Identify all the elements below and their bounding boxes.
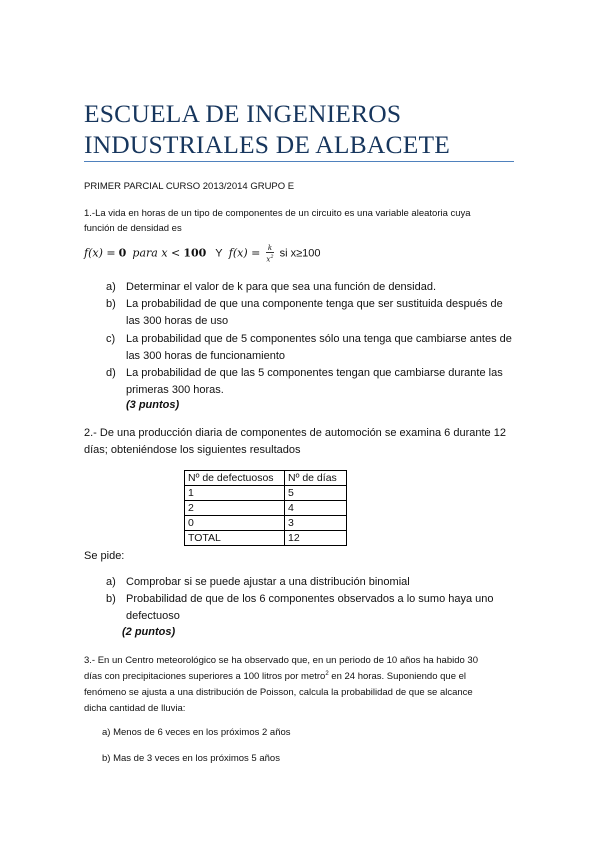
title-line-1: ESCUELA DE INGENIEROS: [84, 99, 402, 128]
table-cell: TOTAL: [185, 531, 285, 546]
fraction-denominator: $x^2$: [266, 254, 274, 264]
table-cell: 4: [285, 501, 347, 516]
q1-intro-line-1: 1.-La vida en horas de un tipo de componentes de un circuito es una variable aleatoria cuya: [84, 208, 471, 219]
table-row: [185, 486, 347, 501]
table-cell: 0: [185, 516, 285, 531]
formula-lhs-1: f(x) =: [84, 246, 116, 260]
q3-line-1: 3.- En un Centro meteorológico se ha observado que, en un periodo de 10 años ha habido 30: [84, 655, 479, 666]
q3-item-b: b) Mas de 3 veces en los próximos 5 años: [102, 753, 280, 764]
q1-intro-line-2: función de densidad es: [84, 223, 182, 234]
q2-intro-line-1: 2.- De una producción diaria de componentes de automoción se examina 6 durante 12: [84, 427, 506, 439]
defects-table: [184, 470, 347, 546]
formula-condition-2: si x≥100: [279, 247, 321, 260]
q2-intro-line-2: días; obteniéndose los siguientes resultados: [84, 444, 301, 456]
exam-page: ESCUELA DE INGENIEROS INDUSTRIALES DE ALBACETE PRIMER PARCIAL CURSO 2013/2014 GRUPO E 1.-La vida en horas de un tipo de componentes de un circuito es una variable aleatoria cuya función de densidad es f(x) = 0 para x < 100 Y f(x) = $\frac{k}{x^2}$ si x≥100 a) Determinar el valor de k para que sea una función de densidad. b) La probabilidad de que una componente tenga que ser sustituida después de las 300 horas de uso c) La probabilidad que de 5 componentes sólo una tenga que cambiarse antes de las 300 horas de funcionamiento d) La probabilidad de que las 5 componentes tengan que cambiarse durante las primeras 300 horas. (3 puntos) 2.- De una producción diaria de componentes de automoción se examina 6 durante 12 días; obteniéndose los siguientes resultados Nº de defectuosos Nº de días 1 5 2 4 0 3 TOTAL 12 Se pide: a) Comprobar si se puede ajustar a una distribución binomial b) Probabilidad de que de los 6 componentes observados a lo sumo haya uno defectuoso (2 puntos) 3.- En un Centro meteorológico se ha observado que, en un periodo de 10 años ha habido 30 días con precipitaciones superiores a 100 litros por metro$^2$ en 24 horas. Suponiendo que el fenómeno se ajusta a una distribución de Poisson, calcula la probabilidad de que se alcance dicha cantidad de lluvia: a) Menos de 6 veces en los próximos 2 años b) Mas de 3 veces en los próximos 5 años: [0, 0, 600, 848]
formula-lhs-2: f(x) =: [228, 246, 261, 260]
page-title: [84, 98, 524, 160]
table-row: [185, 501, 347, 516]
title-line-2: INDUSTRIALES DE ALBACETE: [84, 130, 451, 159]
q2-sepide: Se pide:: [84, 550, 125, 562]
formula-condition-1: para x <: [132, 246, 181, 260]
table-cell: 2: [185, 501, 285, 516]
title-divider: [84, 161, 514, 162]
density-formula: [84, 244, 320, 268]
formula-hundred: 100: [183, 246, 207, 260]
table-header: Nº de días: [285, 471, 347, 486]
table-cell: 1: [185, 486, 285, 501]
fraction-numerator: k: [267, 244, 273, 252]
q2-points: (2 puntos): [122, 626, 176, 638]
formula-zero: 0: [118, 246, 127, 260]
table-row: [185, 516, 347, 531]
q1-points: (3 puntos): [126, 399, 180, 411]
q3-item-a: a) Menos de 6 veces en los próximos 2 años: [102, 727, 291, 738]
q3-line-4: dicha cantidad de lluvia:: [84, 703, 186, 714]
exam-info: PRIMER PARCIAL CURSO 2013/2014 GRUPO E: [84, 181, 295, 192]
q3-line-3: fenómeno se ajusta a una distribución de Poisson, calcula la probabilidad de que se alcance: [84, 687, 473, 698]
formula-conjunction: Y: [215, 247, 223, 260]
table-cell: 5: [285, 486, 347, 501]
table-row: [185, 531, 347, 546]
table-header-row: [185, 471, 347, 486]
table-cell: 3: [285, 516, 347, 531]
q3-line-2: días con precipitaciones superiores a 100 litros por metro$^2$ en 24 horas. Suponiendo que el: [84, 670, 467, 682]
table-header: Nº de defectuosos: [185, 471, 285, 486]
table-cell: 12: [285, 531, 347, 546]
formula-fraction: [266, 244, 273, 263]
